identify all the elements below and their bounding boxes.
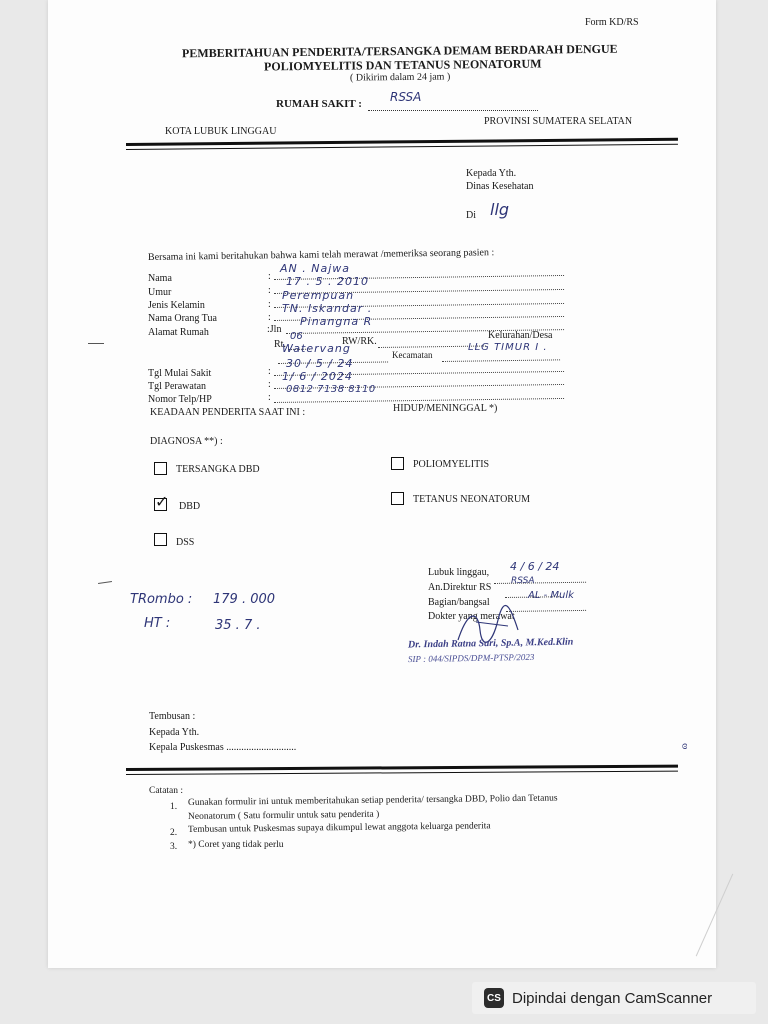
kelurahan-label: Kelurahan/Desa bbox=[488, 330, 553, 341]
keadaan-value: HIDUP/MENINGGAL *) bbox=[393, 403, 498, 414]
jenis-kelamin-colon: : bbox=[268, 299, 271, 310]
catatan-item-3: *) Coret yang tidak perlu bbox=[188, 840, 284, 850]
trombo-value: 179 . 000 bbox=[213, 592, 276, 607]
rumah-sakit-label: RUMAH SAKIT : bbox=[276, 98, 362, 110]
dokter-label: Dokter yang merawat bbox=[428, 611, 515, 622]
kelurahan-value: Watervang bbox=[282, 342, 351, 355]
jenis-kelamin-label: Jenis Kelamin bbox=[148, 300, 205, 311]
umur-label: Umur bbox=[148, 287, 172, 298]
camscanner-logo-icon: CS bbox=[484, 988, 504, 1008]
bagian-value: AL - Mulk bbox=[528, 590, 574, 601]
rt-value: 06 bbox=[290, 331, 303, 342]
tgl-sakit-label: Tgl Mulai Sakit bbox=[148, 368, 212, 379]
checkbox-tetanus-neonatorum[interactable] bbox=[391, 492, 404, 505]
jln-value: Pinangna R bbox=[300, 315, 373, 328]
trombo-label: TRombo : bbox=[130, 592, 193, 607]
tgl-perawatan-label: Tgl Perawatan bbox=[148, 381, 207, 392]
catatan-num-2: 2. bbox=[170, 828, 178, 838]
diagnosa-label: DIAGNOSA **) : bbox=[150, 436, 223, 447]
catatan-item-1: Gunakan formulir ini untuk memberitahukan setiap penderita/ tersangka DBD, Polio dan Tetanus bbox=[187, 793, 558, 808]
provinsi-label: PROVINSI SUMATERA SELATAN bbox=[484, 116, 633, 127]
scan-margin-mark bbox=[88, 343, 104, 344]
alamat-label: Alamat Rumah bbox=[148, 327, 209, 338]
nama-value: AN . Najwa bbox=[280, 262, 351, 275]
scanned-form-page bbox=[48, 0, 716, 968]
kota-label: KOTA LUBUK LINGGAU bbox=[165, 126, 277, 137]
catatan-num-1: 1. bbox=[170, 802, 178, 812]
tgl-sakit-colon: : bbox=[268, 366, 271, 377]
date-value: 4 / 6 / 24 bbox=[510, 560, 560, 573]
form-title-line1: PEMBERITAHUAN PENDERITA/TERSANGKA DEMAM BERDARAH DENGUE bbox=[181, 41, 618, 61]
tembusan-kepada: Kepada Yth. bbox=[149, 727, 200, 738]
telp-value: 0812 7138 8110 bbox=[286, 384, 376, 395]
tembusan-label: Tembusan : bbox=[149, 711, 196, 722]
camscanner-watermark bbox=[472, 982, 756, 1014]
checkbox-tersangka-dbd[interactable] bbox=[154, 462, 167, 475]
kecamatan-label: Kecamatan bbox=[392, 350, 433, 360]
nama-orang-tua-value: TN. Iskandar . bbox=[282, 302, 373, 315]
checkbox-dbd-label: DBD bbox=[179, 501, 201, 512]
rt-label: Rt. bbox=[274, 339, 286, 350]
checkbox-tersangka-dbd-label: TERSANGKA DBD bbox=[176, 464, 260, 475]
recipient-di-label: Di bbox=[466, 210, 476, 221]
ht-value: 35 . 7 . bbox=[215, 618, 261, 633]
checkbox-dss-label: DSS bbox=[176, 537, 195, 548]
rwrk-label: RW/RK. bbox=[342, 336, 377, 347]
keadaan-label: KEADAAN PENDERITA SAAT INI : bbox=[150, 407, 306, 418]
bagian-label: Bagian/bangsal bbox=[428, 597, 490, 608]
jenis-kelamin-value: Perempuan bbox=[282, 289, 355, 302]
tembusan-puskesmas: Kepala Puskesmas ............................ bbox=[149, 742, 297, 753]
tgl-sakit-value: 30 / 5 / 24 bbox=[286, 357, 354, 370]
nama-orang-tua-colon: : bbox=[268, 312, 271, 323]
pen-mark: ɞ bbox=[682, 738, 688, 752]
kecamatan-value: LLG TIMUR I . bbox=[468, 342, 548, 353]
dbd-check-mark: ✓ bbox=[155, 494, 169, 511]
place-label: Lubuk linggau, bbox=[428, 567, 490, 578]
checkbox-tetanus-neonatorum-label: TETANUS NEONATORUM bbox=[413, 494, 531, 505]
doctor-stamp-name: Dr. Indah Ratna Sari, Sp.A, M.Ked.Klin bbox=[407, 636, 574, 651]
nama-label: Nama bbox=[148, 273, 172, 284]
telp-label: Nomor Telp/HP bbox=[148, 394, 212, 405]
catatan-num-3: 3. bbox=[170, 842, 178, 852]
rumah-sakit-value: RSSA bbox=[390, 90, 422, 104]
footer-divider-thin bbox=[126, 771, 678, 775]
catatan-label: Catatan : bbox=[149, 786, 184, 796]
jln-prefix: :Jln bbox=[267, 324, 282, 335]
catatan-item-1b: Neonatorum ( Satu formulir untuk satu penderita ) bbox=[187, 809, 380, 822]
checkbox-poliomyelitis-label: POLIOMYELITIS bbox=[413, 459, 490, 470]
checkbox-dss[interactable] bbox=[154, 533, 167, 546]
checkbox-poliomyelitis[interactable] bbox=[391, 457, 404, 470]
umur-value: 17 . 5 . 2010 bbox=[286, 275, 369, 288]
recipient-di-value: llg bbox=[490, 200, 510, 219]
recipient-line1: Kepada Yth. bbox=[466, 168, 517, 179]
ht-label: HT : bbox=[144, 616, 171, 631]
tgl-perawatan-colon: : bbox=[268, 379, 271, 390]
direktur-label: An.Direktur RS bbox=[428, 582, 492, 593]
catatan-item-2: Tembusan untuk Puskesmas supaya dikumpul lewat anggota keluarga penderita bbox=[187, 821, 491, 835]
direktur-value: RSSA bbox=[511, 576, 535, 586]
form-title-note: ( Dikirim dalam 24 jam ) bbox=[349, 71, 451, 84]
footer-divider bbox=[126, 765, 678, 771]
intro-text: Bersama ini kami beritahukan bahwa kami telah merawat /memeriksa seorang pasien : bbox=[147, 247, 495, 263]
camscanner-text: Dipindai dengan CamScanner bbox=[512, 989, 713, 1007]
doctor-stamp-sip: SIP : 044/SIPDS/DPM-PTSP/2023 bbox=[407, 651, 535, 665]
nama-colon: : bbox=[268, 271, 271, 282]
nama-orang-tua-label: Nama Orang Tua bbox=[148, 313, 217, 324]
telp-colon: : bbox=[268, 392, 271, 403]
recipient-line2: Dinas Kesehatan bbox=[466, 181, 534, 192]
tgl-perawatan-value: 1/ 6 / 2024 bbox=[282, 370, 353, 383]
umur-colon: : bbox=[268, 285, 271, 296]
form-title-line2: POLIOMYELITIS DAN TETANUS NEONATORUM bbox=[263, 56, 542, 74]
form-code: Form KD/RS bbox=[585, 17, 639, 28]
